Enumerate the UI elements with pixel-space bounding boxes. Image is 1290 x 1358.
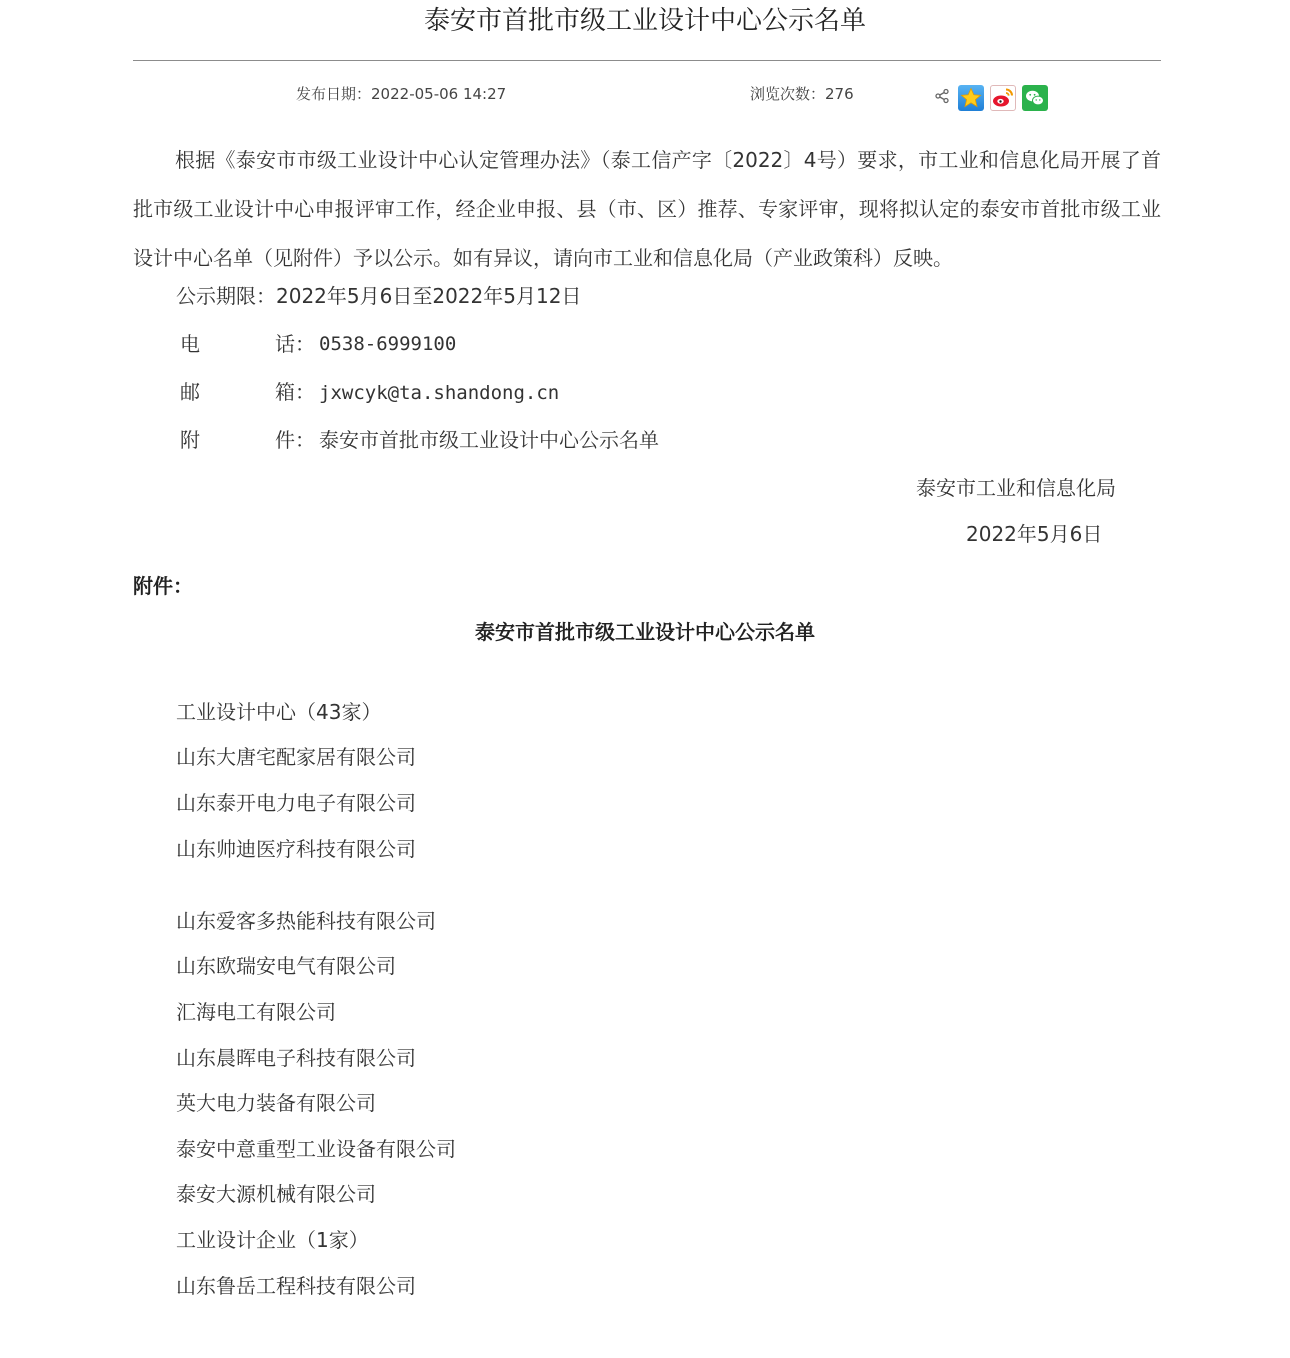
list-item: 山东欧瑞安电气有限公司	[176, 954, 396, 978]
qzone-icon[interactable]	[958, 85, 984, 111]
attachment-heading: 附件：	[133, 574, 193, 598]
share-icon[interactable]	[934, 88, 950, 108]
list-item: 山东大唐宅配家居有限公司	[176, 745, 416, 769]
email-label-first: 邮	[180, 380, 200, 404]
title-divider	[133, 60, 1161, 61]
attachment-title: 泰安市首批市级工业设计中心公示名单	[475, 620, 815, 644]
list-category-heading: 工业设计企业（1家）	[176, 1228, 369, 1252]
list-item: 英大电力装备有限公司	[176, 1091, 376, 1115]
phone-label-first: 电	[180, 332, 200, 356]
list-item: 泰安中意重型工业设备有限公司	[176, 1137, 456, 1161]
email-label-second: 箱：	[275, 380, 315, 404]
list-item: 山东爱客多热能科技有限公司	[176, 909, 436, 933]
list-item: 山东晨晖电子科技有限公司	[176, 1046, 416, 1070]
signature-org: 泰安市工业和信息化局	[916, 476, 1116, 500]
list-item: 泰安大源机械有限公司	[176, 1182, 376, 1206]
views-count: 276	[825, 85, 854, 103]
phone-value: 0538-6999100	[319, 333, 457, 355]
share-bar	[934, 84, 1048, 112]
views-label: 浏览次数：	[750, 85, 826, 103]
list-category-heading: 工业设计中心（43家）	[176, 700, 382, 724]
notice-paragraph: 根据《泰安市市级工业设计中心认定管理办法》（泰工信产字〔2022〕4号）要求，市工业和信息化局开展了首批市级工业设计中心申报评审工作，经企业申报、县（市、区）推荐、专家评审，现将拟认定的泰安市首批市级工业设计中心名单（见附件）予以公示。如有异议，请向市工业和信息化局（产业政策科）反映。	[133, 148, 1161, 270]
page-title: 泰安市首批市级工业设计中心公示名单	[423, 6, 866, 36]
wechat-icon[interactable]	[1022, 85, 1048, 111]
publish-date-label: 发布日期：	[296, 85, 372, 103]
publish-date-value: 2022-05-06 14:27	[371, 85, 507, 103]
notice-period: 公示期限：2022年5月6日至2022年5月12日	[176, 284, 582, 308]
list-item: 山东鲁岳工程科技有限公司	[176, 1274, 416, 1298]
weibo-icon[interactable]	[990, 85, 1016, 111]
phone-label-second: 话：	[275, 332, 315, 356]
views-meta	[750, 84, 854, 104]
publish-date-meta	[296, 84, 506, 104]
attachment-value: 泰安市首批市级工业设计中心公示名单	[319, 428, 659, 452]
list-item: 山东泰开电力电子有限公司	[176, 791, 416, 815]
attachment-label-second: 件：	[275, 428, 315, 452]
attachment-label-first: 附	[180, 428, 200, 452]
email-value: jxwcyk@ta.shandong.cn	[319, 382, 560, 404]
signature-date: 2022年5月6日	[966, 522, 1103, 546]
list-item: 山东帅迪医疗科技有限公司	[176, 837, 416, 861]
list-item: 汇海电工有限公司	[176, 1000, 336, 1024]
